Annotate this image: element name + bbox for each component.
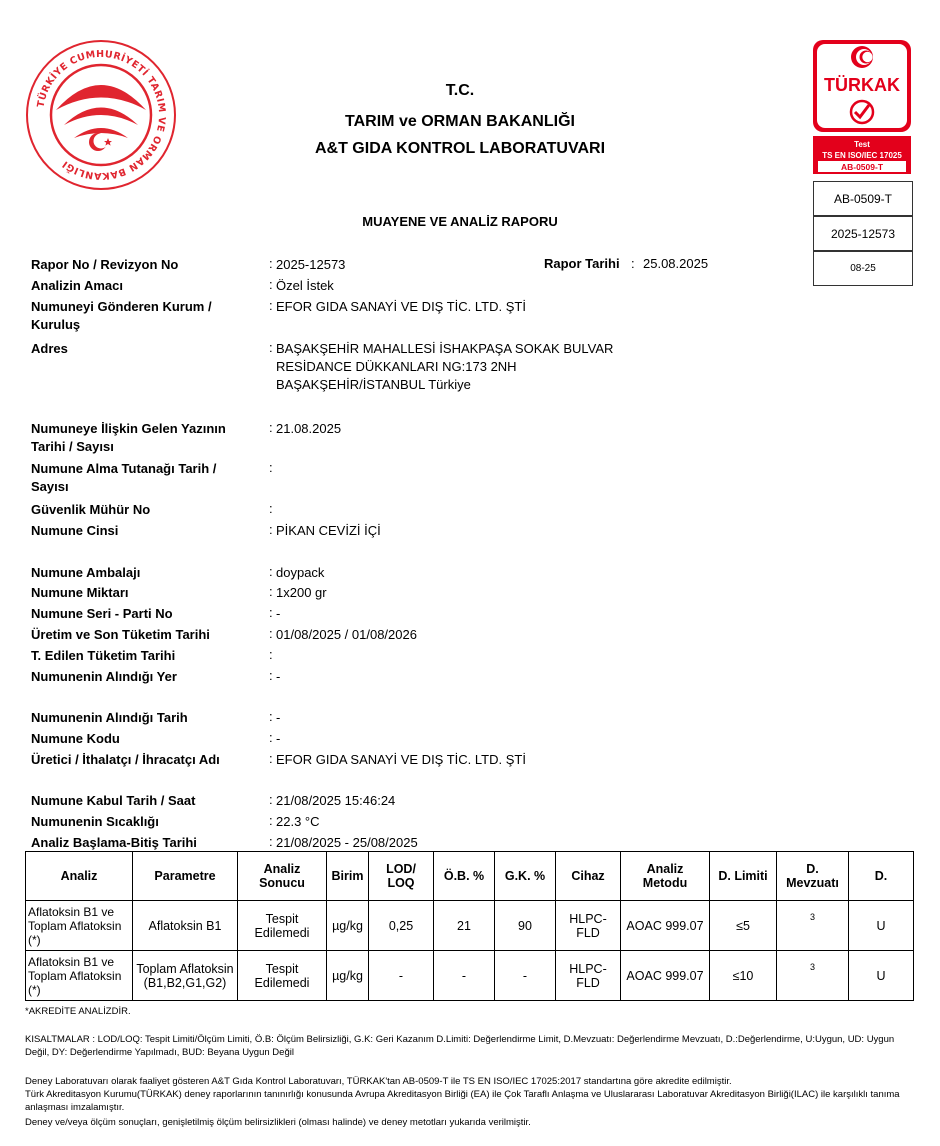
- accredited-note: *AKREDİTE ANALİZDİR.: [25, 1006, 131, 1017]
- table-row: Aflatoksin B1 ve Toplam Aflatoksin (*) Aflatoksin B1 Tespit Edilemedi µg/kg 0,25 21 90 HLPC-FLD AOAC 999.07 ≤5 $^3$ U: [26, 901, 914, 951]
- report-title: MUAYENE VE ANALİZ RAPORU: [362, 214, 558, 229]
- header-tc: T.C.: [445, 82, 475, 99]
- svg-text:TÜRKİYE CUMHURİYETİ TARIM VE O: TÜRKİYE CUMHURİYETİ TARIM VE ORMAN BAKANLIĞI: [35, 48, 168, 182]
- recognition-paragraph: Türk Akreditasyon Kurumu(TÜRKAK) deney raporlarının tanınırlığı konusunda Avrupa Akreditasyon Birliği (EA) ile Çok Taraflı Anlaşma ve Uluslararası Laboratuvar Akreditasyon Birliği(ILAC) ile karşılıklı tanıma anlaşması imzalamıştır.: [25, 1089, 900, 1113]
- revision-box: 08-25: [813, 251, 913, 286]
- table-row: Aflatoksin B1 ve Toplam Aflatoksin (*) Toplam Aflatoksin (B1,B2,G1,G2) Tespit Edilemedi µg/kg - - - HLPC-FLD AOAC 999.07 ≤10 $^3$ U: [26, 951, 914, 1001]
- table-header-row: Analiz Parametre Analiz Sonucu Birim LOD/ LOQ Ö.B. % G.K. % Cihaz Analiz Metodu D. Limiti D. Mevzuatı D.: [26, 852, 914, 901]
- svg-text:TS EN ISO/IEC 17025: TS EN ISO/IEC 17025: [822, 151, 902, 160]
- accreditation-code-box: AB-0509-T: [813, 181, 913, 216]
- turkak-logo: [812, 39, 912, 174]
- regulation-ref: 3: [809, 911, 815, 922]
- regulation-ref: 3: [809, 961, 815, 972]
- results-paragraph: Deney ve/veya ölçüm sonuçları, genişletilmiş ölçüm belirsizlikleri (olması halinde) ve deney metotları yukarıda verilmiştir.: [25, 1117, 531, 1128]
- results-table: [25, 851, 914, 1001]
- header-laboratory: A&T GIDA KONTROL LABORATUVARI: [314, 140, 606, 157]
- header-ministry: TARIM ve ORMAN BAKANLIĞI: [345, 113, 575, 130]
- abbreviations-note: KISALTMALAR : LOD/LOQ: Tespit Limiti/Ölçüm Limiti, Ö.B: Ölçüm Belirsizliği, G.K: Geri Kazanım D.Limiti: Değerlendirme Limit, D.Mevzuatı: Değerlendirme Mevzuatı, D.:Değerlendirme, U:Uygun, UD: Uygun Değil, DY: Değerlendirme Yapılmadı, BUD: Beyana Uygun Değil: [25, 1034, 895, 1058]
- accreditation-paragraph: Deney Laboratuvarı olarak faaliyet gösteren A&T Gıda Kontrol Laboratuvarı, TÜRKAK'tan AB-0509-T ile TS EN ISO/IEC 17025:2017 standartına göre akredite edilmiştir.: [25, 1076, 732, 1087]
- report-number-box: 2025-12573: [813, 216, 913, 251]
- turkak-name: TÜRKAK: [824, 75, 900, 95]
- svg-text:AB-0509-T: AB-0509-T: [840, 162, 884, 172]
- svg-text:Test: Test: [854, 140, 870, 149]
